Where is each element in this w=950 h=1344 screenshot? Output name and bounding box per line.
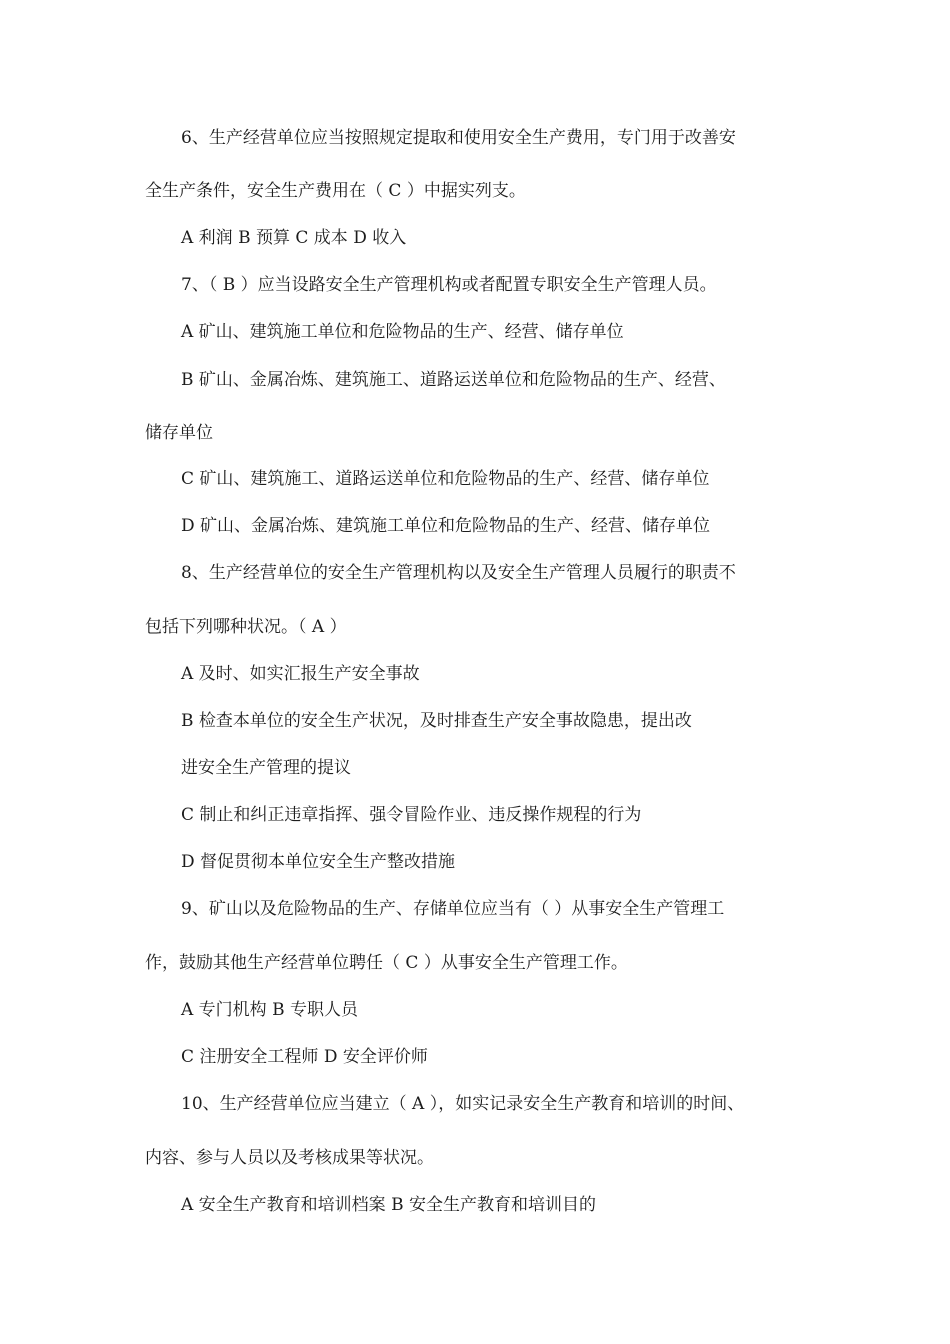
question-8-option-b-line-1: B 检查本单位的安全生产状况，及时排查生产安全事故隐患，提出改 (181, 711, 692, 731)
question-9-options-ab: A 专门机构 B 专职人员 (181, 1000, 358, 1020)
question-7: 7、（ B ）应当设路安全生产管理机构或者配置专职安全生产管理人员。 (181, 275, 717, 295)
question-7-option-a: A 矿山、建筑施工单位和危险物品的生产、经营、储存单位 (181, 322, 624, 342)
question-9-options-cd: C 注册安全工程师 D 安全评价师 (181, 1047, 428, 1067)
question-10-line-1: 10、生产经营单位应当建立（ A ），如实记录安全生产教育和培训的时间、 (181, 1094, 745, 1114)
question-7-option-b-line-1: B 矿山、金属冶炼、建筑施工、道路运送单位和危险物品的生产、经营、 (181, 370, 726, 390)
question-8-option-b-line-2: 进安全生产管理的提议 (181, 758, 351, 778)
question-7-option-c: C 矿山、建筑施工、道路运送单位和危险物品的生产、经营、储存单位 (181, 469, 710, 489)
question-6-options: A 利润 B 预算 C 成本 D 收入 (181, 228, 407, 248)
question-10-line-2: 内容、参与人员以及考核成果等状况。 (145, 1148, 434, 1168)
question-6-line-2: 全生产条件，安全生产费用在（ C ）中据实列支。 (145, 181, 526, 201)
question-8-line-1: 8、生产经营单位的安全生产管理机构以及安全生产管理人员履行的职责不 (181, 563, 736, 583)
question-8-option-c: C 制止和纠正违章指挥、强令冒险作业、违反操作规程的行为 (181, 805, 642, 825)
question-10-options-ab: A 安全生产教育和培训档案 B 安全生产教育和培训目的 (181, 1195, 596, 1215)
question-7-option-d: D 矿山、金属冶炼、建筑施工单位和危险物品的生产、经营、储存单位 (181, 516, 711, 536)
question-6-line-1: 6、生产经营单位应当按照规定提取和使用安全生产费用，专门用于改善安 (181, 128, 736, 148)
question-8-line-2: 包括下列哪种状况。（ A ） (145, 617, 347, 637)
question-8-option-d: D 督促贯彻本单位安全生产整改措施 (181, 852, 456, 872)
question-7-option-b-line-2: 储存单位 (145, 423, 213, 443)
question-9-line-2: 作，鼓励其他生产经营单位聘任（ C ）从事安全生产管理工作。 (145, 953, 628, 973)
question-8-option-a: A 及时、如实汇报生产安全事故 (181, 664, 420, 684)
question-9-line-1: 9、矿山以及危险物品的生产、存储单位应当有（ ）从事安全生产管理工 (181, 899, 725, 919)
